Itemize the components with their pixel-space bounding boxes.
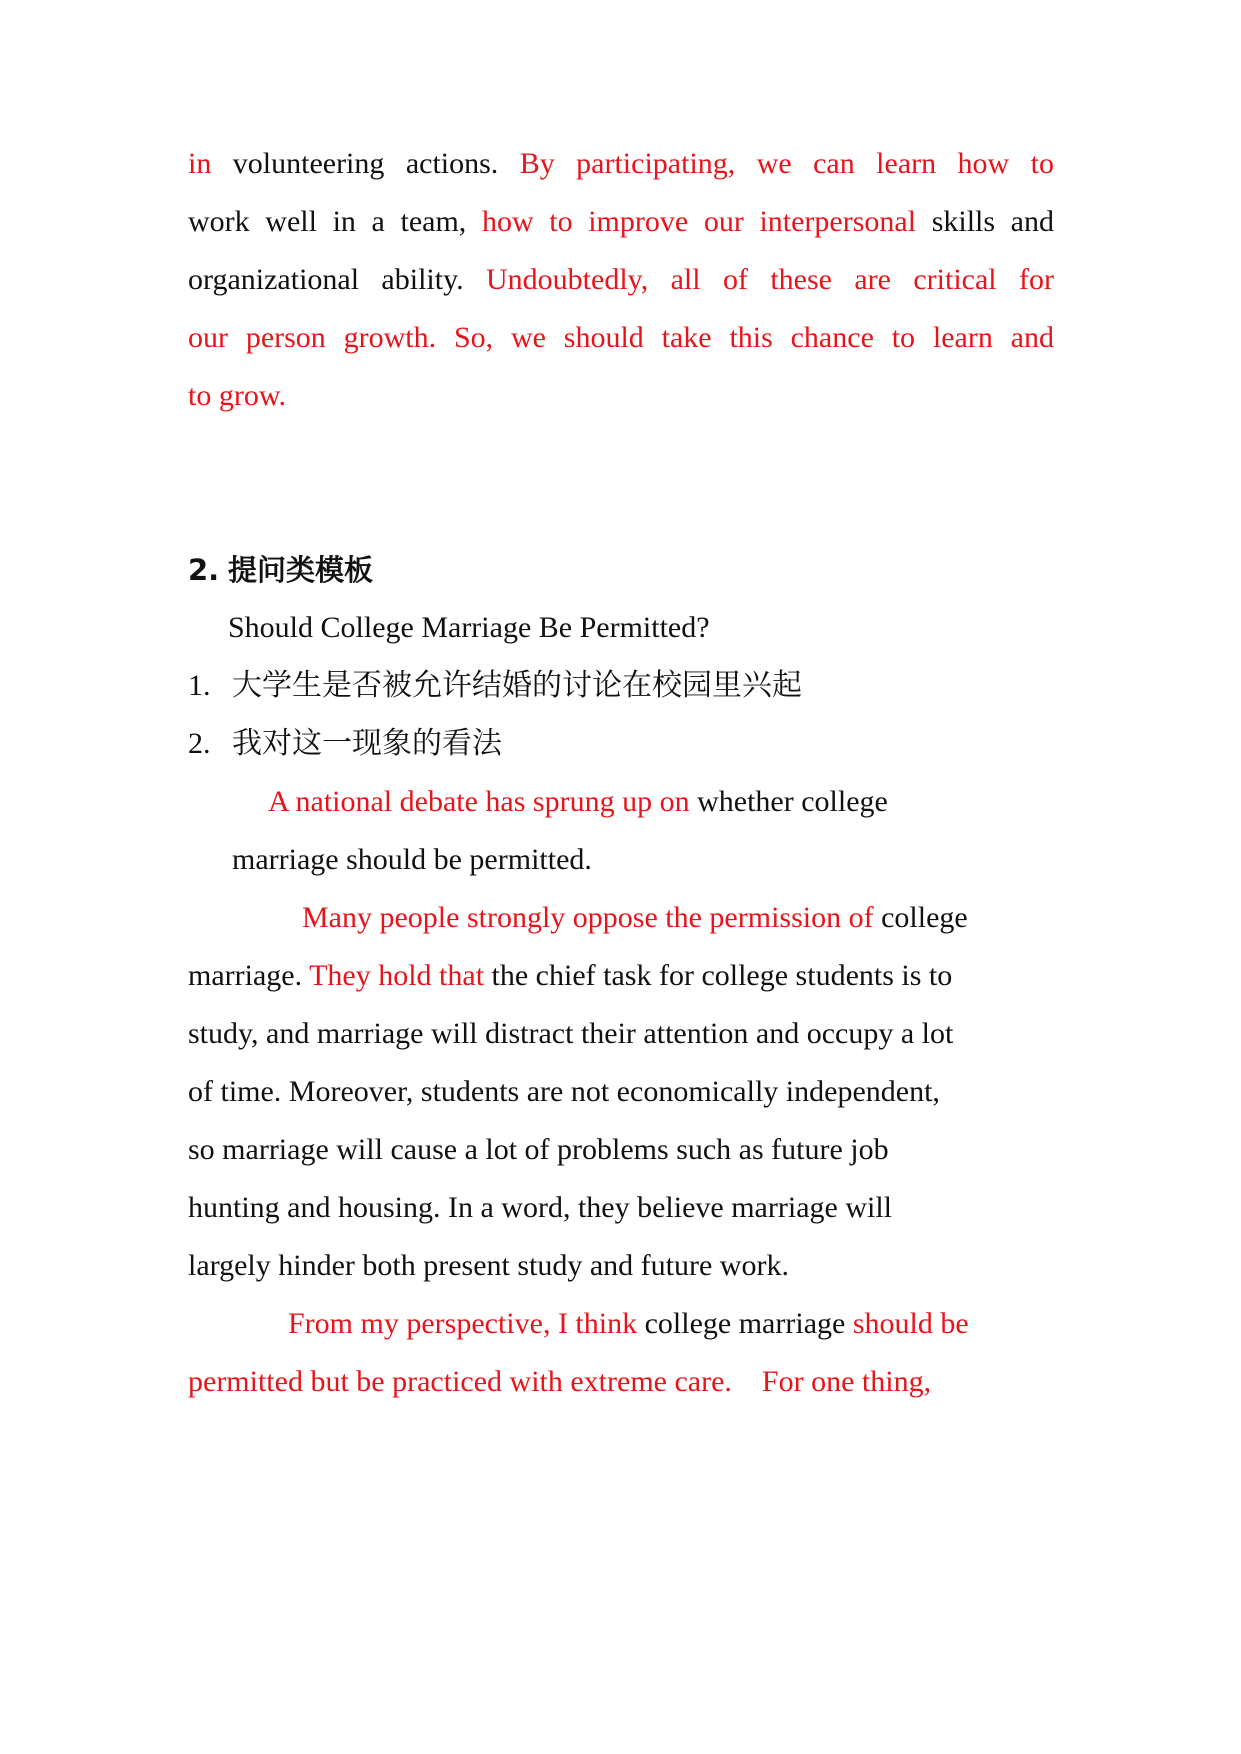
paragraph-line	[188, 248, 1054, 312]
text-highlight: For one thing,	[731, 1365, 932, 1398]
heading-number: 2.	[188, 553, 220, 587]
paragraph-line	[188, 306, 1054, 370]
text-run: work well in a team,	[188, 205, 482, 238]
text-run: organizational ability.	[188, 263, 487, 296]
paragraph-line	[188, 132, 1054, 196]
text-run: marriage.	[188, 959, 310, 992]
text-highlight: to grow.	[188, 379, 287, 412]
text-highlight: Many people strongly oppose the permission of	[302, 901, 874, 934]
text-highlight: our person growth. So, we should take this chance to learn and	[188, 321, 1054, 354]
paragraph-line	[188, 1002, 953, 1066]
text-highlight: permitted but be practiced with extreme care.	[188, 1365, 732, 1398]
text-run: hunting and housing. In a word, they believe marriage will	[188, 1191, 892, 1224]
text-run: skills and	[916, 205, 1055, 238]
text-highlight: They hold that	[309, 959, 485, 992]
text-highlight: By participating, we can learn how to	[519, 147, 1054, 180]
paragraph-line	[188, 944, 952, 1008]
text-run: college	[873, 901, 968, 934]
text-run: the chief task for college students is to	[484, 959, 953, 992]
paragraph-line	[188, 1176, 892, 1240]
outline-number: 2.	[188, 727, 211, 760]
outline-text: 我对这一现象的看法	[232, 727, 502, 760]
text-highlight: From my perspective, I think	[288, 1307, 638, 1340]
outline-item	[188, 712, 502, 776]
text-run: volunteering actions.	[211, 147, 520, 180]
text-highlight: A national debate has sprung up on	[268, 785, 690, 818]
text-run: so marriage will cause a lot of problems such as future job	[188, 1133, 889, 1166]
paragraph-line	[268, 770, 888, 834]
paragraph-line	[188, 1118, 889, 1182]
paragraph-line	[288, 1292, 969, 1356]
text-highlight: how to improve our interpersonal	[481, 205, 917, 238]
paragraph-line	[188, 1060, 940, 1124]
paragraph-line	[302, 886, 968, 950]
outline-item	[188, 654, 802, 718]
text-run: of time. Moreover, students are not economically independent,	[188, 1075, 940, 1108]
text-run: college marriage	[637, 1307, 853, 1340]
outline-text: 大学生是否被允许结婚的讨论在校园里兴起	[232, 669, 802, 702]
essay-title-text: Should College Marriage Be Permitted?	[228, 611, 710, 644]
text-highlight: should be	[852, 1307, 969, 1340]
section-heading	[188, 538, 373, 602]
paragraph-line	[188, 1350, 931, 1414]
heading-text: 提问类模板	[228, 553, 374, 587]
paragraph-line	[232, 828, 592, 892]
paragraph-line	[188, 364, 286, 428]
paragraph-line	[188, 1234, 789, 1298]
text-highlight: in	[188, 147, 212, 180]
essay-title	[228, 596, 710, 660]
text-highlight: Undoubtedly, all of these are critical for	[486, 263, 1054, 296]
paragraph-line	[188, 190, 1054, 254]
text-run: whether college	[689, 785, 888, 818]
text-run: marriage should be permitted.	[232, 843, 592, 876]
text-run: study, and marriage will distract their attention and occupy a lot	[188, 1017, 954, 1050]
text-run: largely hinder both present study and future work.	[188, 1249, 789, 1282]
outline-number: 1.	[188, 669, 211, 702]
